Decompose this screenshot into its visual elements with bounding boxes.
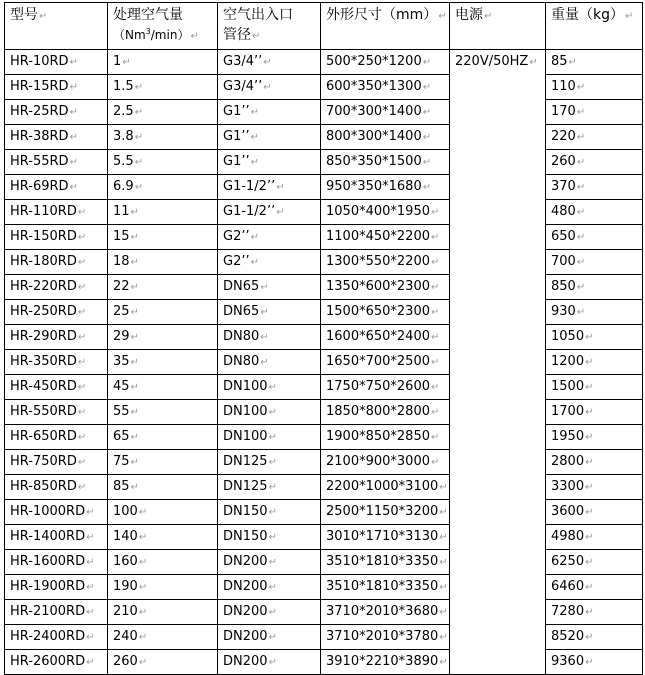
- cell-dimensions: 2200*1000*3100↵: [321, 475, 450, 500]
- table-row: [5, 175, 643, 200]
- cell-port: DN100↵: [218, 375, 321, 400]
- cell-dimensions: 3010*1710*3130↵: [321, 525, 450, 550]
- cell-port: G2’’↵: [218, 250, 321, 275]
- cell-model: HR-10RD↵: [5, 50, 108, 75]
- cell-port: G1’’↵: [218, 150, 321, 175]
- cell-port: DN80↵: [218, 350, 321, 375]
- cell-model: HR-110RD↵: [5, 200, 108, 225]
- cell-dimensions: 800*300*1400↵: [321, 125, 450, 150]
- cell-dimensions: 700*300*1400↵: [321, 100, 450, 125]
- cell-dimensions: 2100*900*3000↵: [321, 450, 450, 475]
- cell-model: HR-650RD↵: [5, 425, 108, 450]
- cell-port: G3/4’’↵: [218, 50, 321, 75]
- cell-weight: 480↵: [546, 200, 643, 225]
- table-row: [5, 450, 643, 475]
- cell-port: DN125↵: [218, 475, 321, 500]
- cell-model: HR-2100RD↵: [5, 600, 108, 625]
- cell-weight: 4980↵: [546, 525, 643, 550]
- cell-flow: 190↵: [108, 575, 218, 600]
- cell-model: HR-150RD↵: [5, 225, 108, 250]
- cell-port: G1’’↵: [218, 100, 321, 125]
- cell-dimensions: 2500*1150*3200↵: [321, 500, 450, 525]
- cell-weight: 650↵: [546, 225, 643, 250]
- cell-model: HR-750RD↵: [5, 450, 108, 475]
- table-row: [5, 250, 643, 275]
- cell-flow: 3.8↵: [108, 125, 218, 150]
- table-row: [5, 100, 643, 125]
- cell-dimensions: 3910*2210*3890↵: [321, 650, 450, 675]
- header-weight: 重量（kg）↵: [546, 3, 643, 50]
- cell-port: DN200↵: [218, 575, 321, 600]
- table-row: [5, 475, 643, 500]
- cell-weight: 2800↵: [546, 450, 643, 475]
- cell-flow: 5.5↵: [108, 150, 218, 175]
- cell-flow: 75↵: [108, 450, 218, 475]
- cell-model: HR-2600RD↵: [5, 650, 108, 675]
- cell-dimensions: 3710*2010*3680↵: [321, 600, 450, 625]
- table-row: [5, 600, 643, 625]
- table-row: [5, 650, 643, 675]
- cell-port: DN100↵: [218, 425, 321, 450]
- cell-dimensions: 1750*750*2600↵: [321, 375, 450, 400]
- header-power: 电源↵: [450, 3, 546, 50]
- cell-model: HR-69RD↵: [5, 175, 108, 200]
- cell-dimensions: 600*350*1300↵: [321, 75, 450, 100]
- cell-weight: 8520↵: [546, 625, 643, 650]
- cell-port: DN200↵: [218, 625, 321, 650]
- cell-flow: 55↵: [108, 400, 218, 425]
- cell-model: HR-290RD↵: [5, 325, 108, 350]
- cell-flow: 1.5↵: [108, 75, 218, 100]
- cell-dimensions: 500*250*1200↵: [321, 50, 450, 75]
- table-row: [5, 500, 643, 525]
- table-row: [5, 200, 643, 225]
- cell-weight: 370↵: [546, 175, 643, 200]
- cell-dimensions: 1900*850*2850↵: [321, 425, 450, 450]
- cell-port: G1-1/2’’↵: [218, 175, 321, 200]
- cell-flow: 240↵: [108, 625, 218, 650]
- cell-weight: 1700↵: [546, 400, 643, 425]
- cell-port: DN150↵: [218, 500, 321, 525]
- table-row: [5, 275, 643, 300]
- cell-dimensions: 1100*450*2200↵: [321, 225, 450, 250]
- cell-flow: 29↵: [108, 325, 218, 350]
- cell-flow: 6.9↵: [108, 175, 218, 200]
- table-row: [5, 300, 643, 325]
- cell-weight: 9360↵: [546, 650, 643, 675]
- cell-model: HR-550RD↵: [5, 400, 108, 425]
- cell-weight: 850↵: [546, 275, 643, 300]
- cell-weight: 110↵: [546, 75, 643, 100]
- cell-flow: 160↵: [108, 550, 218, 575]
- cell-model: HR-250RD↵: [5, 300, 108, 325]
- cell-weight: 1500↵: [546, 375, 643, 400]
- cell-flow: 260↵: [108, 650, 218, 675]
- cell-flow: 2.5↵: [108, 100, 218, 125]
- cell-weight: 3300↵: [546, 475, 643, 500]
- cell-flow: 45↵: [108, 375, 218, 400]
- table-row: [5, 325, 643, 350]
- cell-weight: 6250↵: [546, 550, 643, 575]
- spec-table: [4, 2, 643, 675]
- table-row: [5, 550, 643, 575]
- cell-flow: 18↵: [108, 250, 218, 275]
- cell-dimensions: 1350*600*2300↵: [321, 275, 450, 300]
- cell-weight: 6460↵: [546, 575, 643, 600]
- cell-model: HR-1900RD↵: [5, 575, 108, 600]
- cell-power: 220V/50HZ↵: [450, 50, 546, 675]
- cell-weight: 220↵: [546, 125, 643, 150]
- table-row: [5, 575, 643, 600]
- header-port: 空气出入口 管径↵: [218, 3, 321, 50]
- cell-weight: 700↵: [546, 250, 643, 275]
- cell-model: HR-350RD↵: [5, 350, 108, 375]
- cell-port: G1-1/2’’↵: [218, 200, 321, 225]
- table-row: [5, 425, 643, 450]
- cell-weight: 3600↵: [546, 500, 643, 525]
- table-row: [5, 525, 643, 550]
- cell-dimensions: 1850*800*2800↵: [321, 400, 450, 425]
- cell-model: HR-1000RD↵: [5, 500, 108, 525]
- header-model: 型号↵: [5, 3, 108, 50]
- header-row: [5, 3, 643, 50]
- cell-model: HR-180RD↵: [5, 250, 108, 275]
- cell-weight: 260↵: [546, 150, 643, 175]
- cell-dimensions: 1600*650*2400↵: [321, 325, 450, 350]
- cell-flow: 210↵: [108, 600, 218, 625]
- table-row: [5, 375, 643, 400]
- cell-port: G1’’↵: [218, 125, 321, 150]
- cell-model: HR-55RD↵: [5, 150, 108, 175]
- cell-port: DN125↵: [218, 450, 321, 475]
- cell-flow: 140↵: [108, 525, 218, 550]
- cell-port: DN150↵: [218, 525, 321, 550]
- cell-dimensions: 1300*550*2200↵: [321, 250, 450, 275]
- cell-flow: 22↵: [108, 275, 218, 300]
- cell-model: HR-2400RD↵: [5, 625, 108, 650]
- cell-flow: 85↵: [108, 475, 218, 500]
- cell-flow: 100↵: [108, 500, 218, 525]
- table-row: [5, 625, 643, 650]
- cell-model: HR-38RD↵: [5, 125, 108, 150]
- cell-model: HR-850RD↵: [5, 475, 108, 500]
- table-row: [5, 350, 643, 375]
- cell-dimensions: 3510*1810*3350↵: [321, 575, 450, 600]
- cell-flow: 65↵: [108, 425, 218, 450]
- cell-port: DN200↵: [218, 600, 321, 625]
- cell-dimensions: 3710*2010*3780↵: [321, 625, 450, 650]
- cell-weight: 1950↵: [546, 425, 643, 450]
- cell-dimensions: 850*350*1500↵: [321, 150, 450, 175]
- table-row: [5, 75, 643, 100]
- cell-model: HR-1400RD↵: [5, 525, 108, 550]
- cell-port: DN200↵: [218, 650, 321, 675]
- cell-flow: 1↵: [108, 50, 218, 75]
- cell-port: DN100↵: [218, 400, 321, 425]
- cell-model: HR-1600RD↵: [5, 550, 108, 575]
- table-row: [5, 225, 643, 250]
- cell-model: HR-15RD↵: [5, 75, 108, 100]
- cell-weight: 7280↵: [546, 600, 643, 625]
- header-flow: 处理空气量 （Nm$^3$/min）↵: [108, 3, 218, 50]
- cell-port: DN80↵: [218, 325, 321, 350]
- cell-dimensions: 1650*700*2500↵: [321, 350, 450, 375]
- cell-dimensions: 1500*650*2300↵: [321, 300, 450, 325]
- cell-model: HR-220RD↵: [5, 275, 108, 300]
- cell-flow: 15↵: [108, 225, 218, 250]
- cell-dimensions: 3510*1810*3350↵: [321, 550, 450, 575]
- cell-model: HR-25RD↵: [5, 100, 108, 125]
- cell-port: G2’’↵: [218, 225, 321, 250]
- cell-port: DN200↵: [218, 550, 321, 575]
- cell-weight: 930↵: [546, 300, 643, 325]
- cell-flow: 25↵: [108, 300, 218, 325]
- cell-port: DN65↵: [218, 300, 321, 325]
- cell-weight: 170↵: [546, 100, 643, 125]
- table-row: [5, 400, 643, 425]
- cell-port: G3/4’’↵: [218, 75, 321, 100]
- cell-flow: 35↵: [108, 350, 218, 375]
- cell-weight: 85↵: [546, 50, 643, 75]
- cell-weight: 1200↵: [546, 350, 643, 375]
- cell-model: HR-450RD↵: [5, 375, 108, 400]
- header-dimensions: 外形尺寸（mm）↵: [321, 3, 450, 50]
- table-row: [5, 50, 643, 75]
- cell-weight: 1050↵: [546, 325, 643, 350]
- cell-flow: 11↵: [108, 200, 218, 225]
- cell-port: DN65↵: [218, 275, 321, 300]
- cell-dimensions: 1050*400*1950↵: [321, 200, 450, 225]
- table-row: [5, 150, 643, 175]
- cell-dimensions: 950*350*1680↵: [321, 175, 450, 200]
- table-row: [5, 125, 643, 150]
